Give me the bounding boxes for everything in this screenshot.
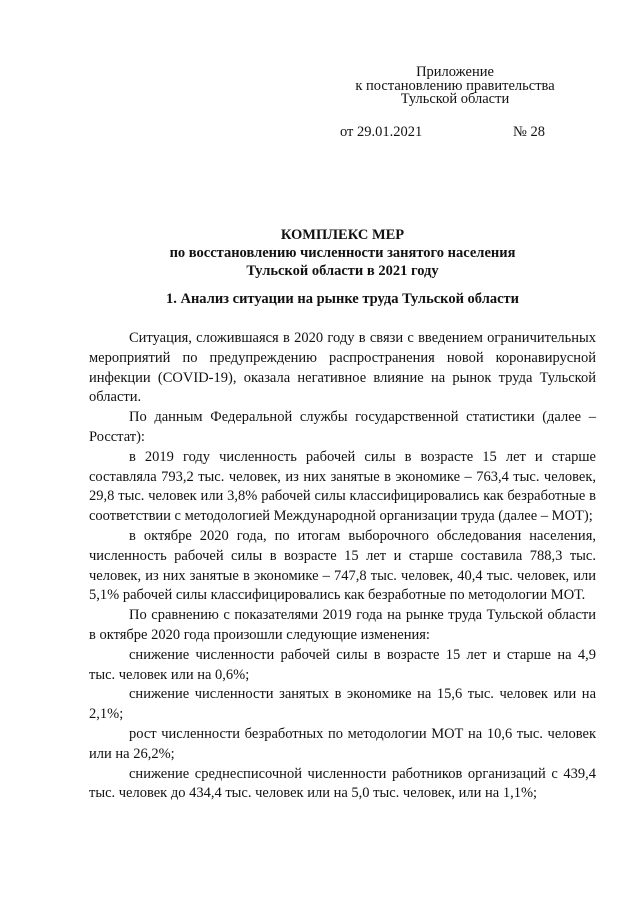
paragraph: в 2019 году численность рабочей силы в возрасте 15 лет и старше составляла 793,2 тыс. человек, из них занятые в экономике – 763,4 тыс. человек, 29,8 тыс. человек или 3,8% рабочей силы классифицировались как безработные в соответствии с методологией Международной организации труда (далее – МОТ); bbox=[89, 448, 596, 525]
paragraph: снижение численности занятых в экономике на 15,6 тыс. человек или на 2,1%; bbox=[89, 686, 596, 723]
title-line-3: Тульской области в 2021 году bbox=[246, 263, 439, 279]
appendix-line-1: Приложение bbox=[416, 64, 494, 80]
paragraph: в октябре 2020 года, по итогам выборочного обследования населения, численность рабочей силы в возрасте 15 лет и старше составила 788,3 тыс. человек, из них занятые в экономике – 747,8 тыс. человек, 40,4 тыс. человек, или 5,1% рабочей силы классифицировались как безработные по методологии МОТ. bbox=[89, 527, 596, 604]
title-line-1: КОМПЛЕКС МЕР bbox=[280, 227, 405, 243]
section-heading: 1. Анализ ситуации на рынке труда Тульской области bbox=[165, 291, 519, 307]
appendix-line-2: к постановлению правительства bbox=[355, 77, 555, 94]
document-body bbox=[89, 329, 596, 804]
decree-number: № 28 bbox=[513, 124, 545, 140]
appendix-header bbox=[330, 66, 580, 107]
paragraph: снижение численности рабочей силы в возрасте 15 лет и старше на 4,9 тыс. человек или на 0,6%; bbox=[89, 646, 596, 683]
paragraph: рост численности безработных по методологии МОТ на 10,6 тыс. человек или на 26,2%; bbox=[89, 725, 596, 762]
document-title bbox=[90, 226, 595, 280]
appendix-line-3: Тульской области bbox=[400, 91, 510, 107]
paragraph: Ситуация, сложившаяся в 2020 году в связи с введением ограничительных мероприятий по предупреждению распространения новой коронавирусной инфекции (COVID-19), оказала негативное влияние на рынок труда Тульской области. bbox=[89, 330, 596, 406]
paragraph: По данным Федеральной службы государственной статистики (далее – Росстат): bbox=[89, 409, 596, 445]
decree-date: от 29.01.2021 bbox=[340, 124, 423, 140]
paragraph: снижение среднесписочной численности работников организаций с 439,4 тыс. человек до 434,4 тыс. человек или на 5,0 тыс. человек, или на 1,1%; bbox=[89, 765, 596, 802]
title-line-2: по восстановлению численности занятого населения bbox=[169, 245, 516, 261]
paragraph: По сравнению с показателями 2019 года на рынке труда Тульской области в октябре 2020 года произошли следующие изменения: bbox=[89, 607, 596, 643]
